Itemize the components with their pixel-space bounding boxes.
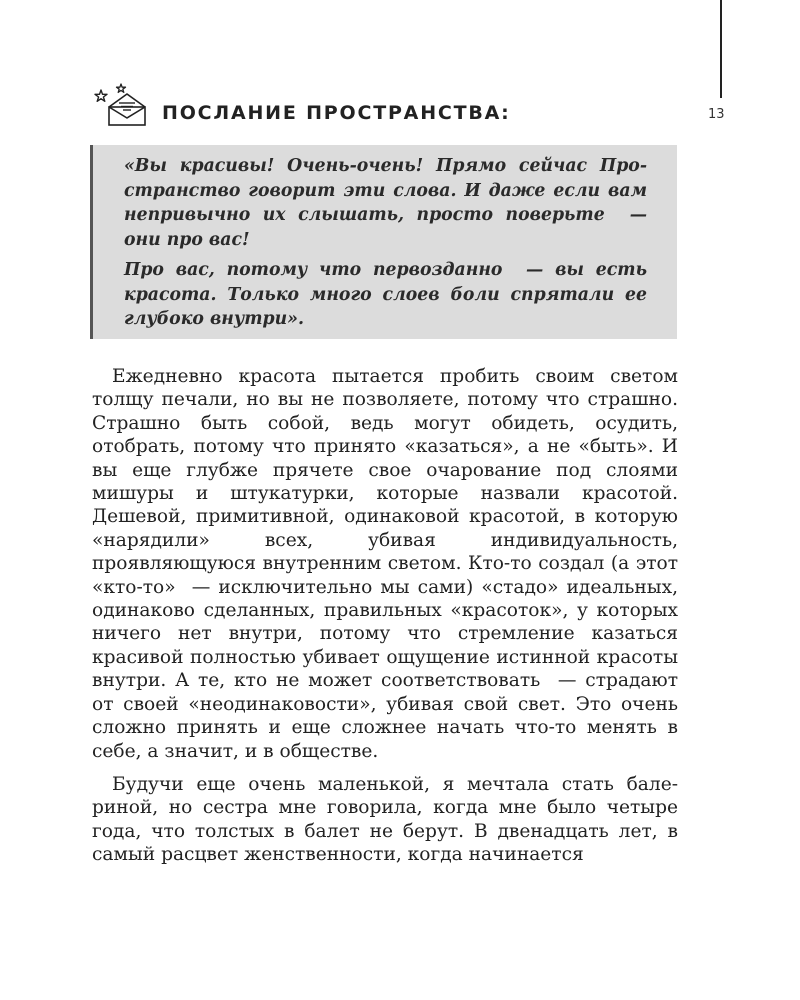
page-edge-rule bbox=[720, 0, 722, 98]
section-heading bbox=[92, 82, 511, 126]
body-text bbox=[92, 365, 678, 877]
space-message-quote bbox=[90, 145, 677, 339]
body-paragraph: Будучи еще очень маленькой, я мечтала стать балериной, но сестра мне говорила, когда мне было четыре года, что толстых в балет не берут. В двенадцать лет, в самый расцвет женственности, когда начинается bbox=[92, 773, 678, 866]
quote-paragraph: «Вы красивы! Очень-очень! Прямо сейчас Пространство говорит эти слова. И даже если вам непривычно их слышать, просто поверьте — они про вас! bbox=[124, 156, 647, 250]
body-paragraph: Ежедневно красота пытается пробить своим светом толщу печали, но вы не позволяете, потому что страшно. Страшно быть собой, ведь могут обидеть, осудить, отобрать, потому что принято «казаться», а не «быть». И вы еще глубже прячете свое очарование под слоями мишуры и штукатурки, которые назвали красотой. Дешевой, примитивной, одинаковой красотой, в которую «нарядили» всех, убивая индивидуальность, проявляющуюся внутренним светом. Кто-то создал (а этот «кто-то» — исключительно мы сами) «стадо» идеальных, одинаково сделанных, правильных «красоток», у которых ничего нет внутри, потому что стремление казаться красивой полностью убивает ощущение истинной красоты внутри. А те, кто не может соответствовать — страдают от своей «неодинаковости», убивая свой свет. Это очень сложно принять и еще сложнее начать что-то менять в себе, а значит, и в обществе. bbox=[92, 366, 678, 762]
envelope-stars-icon bbox=[92, 82, 146, 126]
section-title: ПОСЛАНИЕ ПРОСТРАНСТВА: bbox=[162, 102, 511, 124]
page-number: 13 bbox=[708, 107, 725, 122]
quote-paragraph: Про вас, потому что первозданно — вы есть красота. Только много слоев боли спрятали ее глубоко внутри». bbox=[124, 260, 647, 329]
